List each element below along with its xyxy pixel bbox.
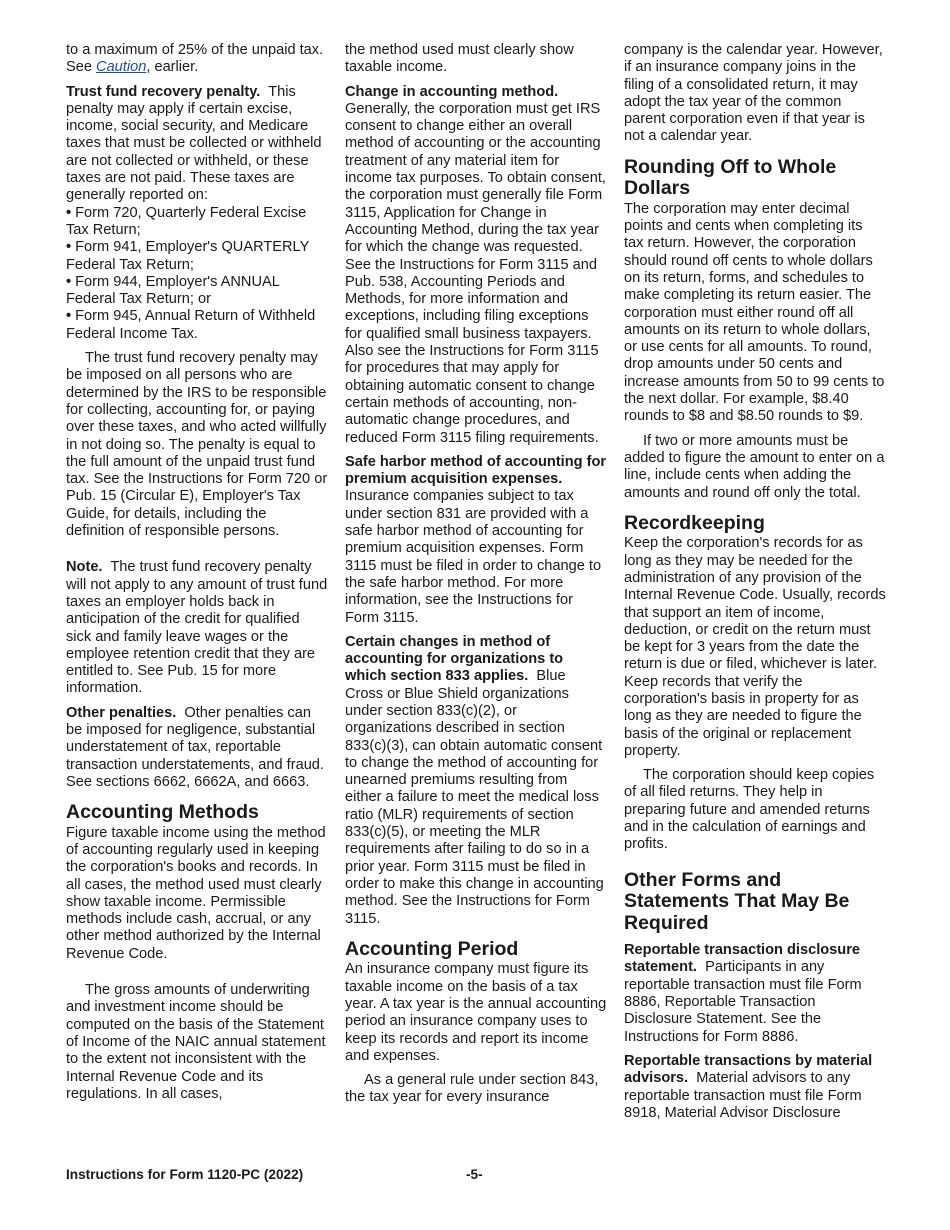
paragraph: company is the calendar year. However, if an insurance company joins in the filing of a consolidated return, it may adopt the tax year of the common parent corporation even if that year is not a calendar year. [624, 42, 883, 145]
paragraph: The corporation may enter decimal points and cents when completing its tax return. However, the corporation should round off cents to whole dollars on its return, forms, and schedules to make completing its return easier. The corporation must either round off all amounts on its return to whole dollars, or use cents for all amounts. To round, drop amounts under 50 cents and increase amounts from 50 to 99 cents to the next dollar. For example, $8.40 rounds to $8 and $8.50 rounds to $9. [624, 200, 885, 425]
paragraph: If two or more amounts must be added to figure the amount to enter on a line, include cents when adding the amounts and round off only the total. [624, 432, 885, 501]
note-paragraph: Note. The trust fund recovery penalty will not apply to any amount of trust fund taxes an employer holds back in anticipation of the credit for qualified sick and family leave wages or the employee retention credit that they are entitled to. See Pub. 15 for more information. [66, 559, 328, 697]
section-heading: Other Forms and Statements That May Be Required [624, 868, 850, 934]
paragraph: The trust fund recovery penalty may be imposed on all persons who are determined by the IRS to be responsible for collecting, accounting for, or paying over these taxes, and who acted willfully in not doing so. The penalty is equal to the full amount of the unpaid trust fund tax. See the Instructions for Form 720 or Pub. 15 (Circular E), Employer's Tax Guide, for details, including the definition of responsible persons. [66, 350, 328, 540]
reportable-transaction-paragraph: Reportable transaction disclosure statement. Participants in any reportable transaction must file Form 8886, Reportable Transaction Disclosure Statement. See the Instructions for Form 8886. [624, 942, 862, 1045]
section-heading: Rounding Off to Whole Dollars [624, 155, 837, 200]
footer-form-title: Instructions for Form 1120-PC (2022) [66, 1167, 304, 1182]
paragraph: An insurance company must figure its taxable income on the basis of a tax year. A tax year is the annual accounting period an insurance company uses to keep its records and report its income and expenses. [345, 961, 607, 1064]
paragraph: The gross amounts of underwriting and investment income should be computed on the basis of the Statement of Income of the NAIC annual statement to the extent not inconsistent with the Internal Revenue Code and its regulations. In all cases, [66, 982, 326, 1102]
material-advisors-paragraph: Reportable transactions by material advisors. Material advisors to any reportable transaction must file Form 8918, Material Advisor Disclosure [624, 1052, 873, 1121]
paragraph: Figure taxable income using the method of accounting regularly used in keeping the corporation's books and records. In all cases, the method used must clearly show taxable income. Permissible methods include cash, accrual, or any other method authorized by the Internal Revenue Code. [66, 824, 326, 962]
paragraph: Keep the corporation's records for as long as they may be needed for the administration of any provision of the Internal Revenue Code. Usually, records that support an item of income, deduction, or credit on the return must be kept for 3 years from the date the return is due or filed, whichever is later. Keep records that verify the corporation's basis in property for as long as they are needed to figure the basis of the original or replacement property. [624, 535, 886, 759]
section-heading: Accounting Methods [66, 801, 259, 824]
page-number: -5- [466, 1167, 483, 1182]
caution-link[interactable]: Caution [96, 59, 147, 76]
list-item: • Form 941, Employer's QUARTERLY Federal Tax Return; [66, 239, 310, 273]
paragraph: The corporation should keep copies of all filed returns. They help in preparing future and amended returns and in the calculation of earnings and profits. [624, 767, 875, 853]
column-3 [624, 42, 886, 1129]
trust-fund-paragraph: Trust fund recovery penalty. This penalty may apply if certain excise, income, social security, and Medicare taxes that must be collected or withheld are not collected or withheld, or these taxes are not paid. These taxes are generally reported on: [66, 83, 322, 204]
paragraph: to a maximum of 25% of the unpaid tax. See Caution, earlier. [66, 42, 324, 76]
column-2 [345, 42, 607, 1114]
paragraph: As a general rule under section 843, the tax year for every insurance [345, 1072, 599, 1106]
paragraph: the method used must clearly show taxable income. [345, 42, 574, 76]
section-heading: Recordkeeping [624, 511, 765, 534]
safe-harbor-paragraph: Safe harbor method of accounting for premium acquisition expenses. Insurance companies subject to tax under section 831 are provided with a safe harbor method of accounting for premium acquisition expenses. Form 3115 must be filed in order to change to the safe harbor method. For more information, see the Instructions for Form 3115. [345, 453, 607, 626]
section-heading: Accounting Period [345, 937, 519, 960]
column-1 [66, 42, 328, 1110]
other-penalties-paragraph: Other penalties. Other penalties can be imposed for negligence, substantial understatement of tax, reportable transaction understatements, and fraud. See sections 6662, 6662A, and 6663. [66, 704, 324, 790]
run-in-heading: Trust fund recovery penalty. [66, 83, 261, 100]
section-833-paragraph: Certain changes in method of accounting for organizations to which section 833 applies. Blue Cross or Blue Shield organizations under section 833(c)(2), or organizations described in section 833(c)(3), can obtain automatic consent to change the method of accounting for unearned premiums resulting from either a failure to meet the medical loss ratio (MLR) requirements of section 833(c)(5), or meeting the MLR requirements after failing to do so in a prior year. Form 3115 must be filed in order to make this change in accounting method. See the Instructions for Form 3115. [345, 633, 604, 927]
list-item: • Form 945, Annual Return of Withheld Federal Income Tax. [66, 308, 316, 342]
list-item: • Form 944, Employer's ANNUAL Federal Tax Return; or [66, 273, 280, 308]
list-item: • Form 720, Quarterly Federal Excise Tax Return; [66, 204, 307, 238]
change-in-method-paragraph: Change in accounting method. Generally, the corporation must get IRS consent to change either an overall method of accounting or the accounting treatment of any material item for income tax purposes. To obtain consent, the corporation must generally file Form 3115, Application for Change in Accounting Method, during the tax year for which the change was requested. See the Instructions for Form 3115 and Pub. 538, Accounting Periods and Methods, for more information and exceptions, including filing exceptions for qualified small business taxpayers. Also see the Instructions for Form 3115 for procedures that may apply for obtaining automatic consent to change certain methods of accounting, non-automatic change procedures, and reduced Form 3115 filing requirements. [345, 83, 606, 446]
